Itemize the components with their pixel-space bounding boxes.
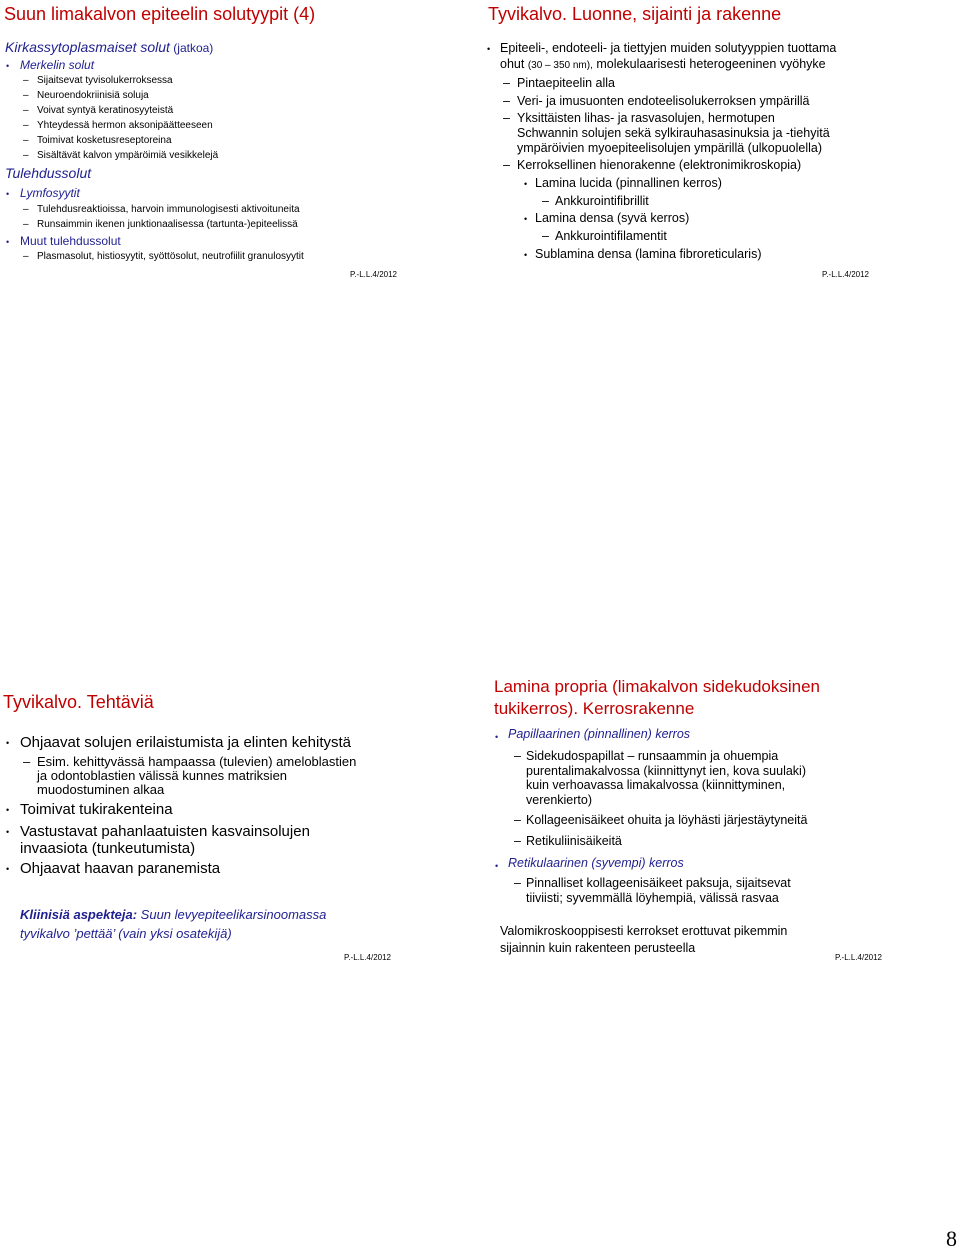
bullet-dot: • xyxy=(487,44,491,54)
slide-4 xyxy=(480,670,960,970)
bullet-dot: • xyxy=(495,732,499,742)
dash: – xyxy=(503,111,510,125)
papillary-item: Retikuliinisäikeitä xyxy=(526,834,622,848)
clinical-note xyxy=(20,907,326,922)
bullet-dot: • xyxy=(6,61,10,71)
slide-2-title: Tyvikalvo. Luonne, sijainti ja rakenne xyxy=(488,4,782,24)
bullet-dot: • xyxy=(524,250,528,260)
function-example: Esim. kehittyvässä hampaassa (tulevien) ameloblastien xyxy=(37,754,357,769)
clinical-text: Suun levyepiteelikarsinoomassa xyxy=(137,907,327,922)
bullet-dot: • xyxy=(6,189,10,199)
lymphocytes-item: Runsaimmin ikenen junktionaalisessa (tartunta-)epiteelissä xyxy=(37,219,298,230)
slide-3 xyxy=(0,680,470,980)
clinical-label: Kliinisiä aspekteja: xyxy=(20,907,138,922)
slide-4-footer: P.-L.L.4/2012 xyxy=(835,953,883,962)
merkel-item: Toimivat kosketusreseptoreina xyxy=(37,135,172,146)
bullet-dot: • xyxy=(524,214,528,224)
bullet-dot: • xyxy=(6,237,10,247)
function-item: Toimivat tukirakenteina xyxy=(20,801,173,818)
slide-1-heading xyxy=(5,39,213,55)
clinical-text: tyvikalvo ’pettää’ (vain yksi osatekijä) xyxy=(20,926,232,941)
location-item: Yksittäisten lihas- ja rasvasolujen, hermotupen xyxy=(517,111,775,125)
papillary-item: Sidekudospapillat – runsaammin ja ohuempia xyxy=(526,749,779,763)
function-item: Vastustavat pahanlaatuisten kasvainsolujen xyxy=(20,823,310,840)
papillary-layer-label: Papillaarinen (pinnallinen) kerros xyxy=(508,727,691,741)
merkel-item: Voivat syntyä keratinosyyteistä xyxy=(37,105,174,116)
bullet-dot: • xyxy=(6,805,10,815)
slide-1-footer: P.-L.L.4/2012 xyxy=(350,270,398,279)
dash: – xyxy=(514,813,521,827)
reticular-layer-label: Retikulaarinen (syvempi) kerros xyxy=(508,856,684,870)
function-item: invaasiota (tunkeutumista) xyxy=(20,840,196,857)
papillary-item: purentalimakalvossa (kiinnittynyt ien, kova suulaki) xyxy=(526,764,806,778)
dash: – xyxy=(23,150,29,161)
slide-1-heading-suffix: (jatkoa) xyxy=(169,41,214,55)
anchoring-filaments: Ankkurointifilamentit xyxy=(555,229,667,243)
function-item: Ohjaavat haavan paranemista xyxy=(20,860,221,877)
dash: – xyxy=(503,76,510,90)
other-inflammatory-item: Plasmasolut, histiosyytit, syöttösolut, neutrofiilit granulosyytit xyxy=(37,251,304,262)
structure-item: Kerroksellinen hienorakenne (elektronimikroskopia) xyxy=(517,158,802,172)
slide-2 xyxy=(480,0,960,290)
inflammatory-heading: Tulehdussolut xyxy=(5,165,92,181)
intro-thickness: (30 – 350 nm), xyxy=(527,60,593,71)
location-item: Pintaepiteelin alla xyxy=(517,76,615,90)
microscopy-note: sijainnin kuin rakenteen perusteella xyxy=(500,941,696,955)
lymphocytes-item: Tulehdusreaktioissa, harvoin immunologisesti aktivoituneita xyxy=(37,204,300,215)
sublamina-densa: Sublamina densa (lamina fibroreticularis) xyxy=(535,247,762,261)
merkel-label: Merkelin solut xyxy=(20,58,95,72)
bullet-dot: • xyxy=(6,827,10,837)
slide-3-title: Tyvikalvo. Tehtäviä xyxy=(3,692,154,712)
other-inflammatory-label: Muut tulehdussolut xyxy=(20,234,121,248)
merkel-item: Sisältävät kalvon ympäröimiä vesikkelejä xyxy=(37,150,219,161)
slide-4-title-line: tukikerros). Kerrosrakenne xyxy=(494,699,695,718)
slide-1 xyxy=(0,0,470,290)
reticular-item: Pinnalliset kollageenisäikeet paksuja, sijaitsevat xyxy=(526,876,791,890)
slide-3-footer: P.-L.L.4/2012 xyxy=(344,953,392,962)
dash: – xyxy=(23,75,29,86)
slide-2-footer: P.-L.L.4/2012 xyxy=(822,270,870,279)
dash: – xyxy=(542,194,549,208)
intro-line xyxy=(500,57,826,71)
dash: – xyxy=(514,876,521,890)
slide-4-title-line: Lamina propria (limakalvon sidekudoksinen xyxy=(494,677,821,696)
lymphocytes-label: Lymfosyytit xyxy=(20,186,80,200)
function-item: Ohjaavat solujen erilaistumista ja elinten kehitystä xyxy=(20,734,352,751)
page-number: 8 xyxy=(946,1226,957,1251)
dash: – xyxy=(23,219,29,230)
function-example: muodostuminen alkaa xyxy=(37,782,165,797)
dash: – xyxy=(23,105,29,116)
intro-text: ohut xyxy=(500,57,528,71)
dash: – xyxy=(23,204,29,215)
location-item: Schwannin solujen sekä sylkirauhasasinuksia ja -tiehyitä xyxy=(517,126,830,140)
dash: – xyxy=(23,251,29,262)
papillary-item: Kollageenisäikeet ohuita ja löyhästi järjestäytyneitä xyxy=(526,813,808,827)
anchoring-fibrils: Ankkurointifibrillit xyxy=(555,194,649,208)
merkel-item: Sijaitsevat tyvisolukerroksessa xyxy=(37,75,173,86)
dash: – xyxy=(23,90,29,101)
slide-1-title: Suun limakalvon epiteelin solutyypit (4) xyxy=(4,4,316,24)
lamina-densa: Lamina densa (syvä kerros) xyxy=(535,211,690,225)
dash: – xyxy=(503,94,510,108)
dash: – xyxy=(514,834,521,848)
dash: – xyxy=(542,229,549,243)
function-example: ja odontoblastien välissä kunnes matriksien xyxy=(37,768,288,783)
dash: – xyxy=(23,120,29,131)
merkel-item: Yhteydessä hermon aksonipäätteeseen xyxy=(37,120,213,131)
location-item: Veri- ja imusuonten endoteelisolukerroksen ympärillä xyxy=(517,94,810,108)
location-item: ympäröivien myoepiteelisolujen ympärillä (ulkopuolella) xyxy=(517,141,823,155)
papillary-item: kuin verhoavassa limakalvossa (kiinnittyminen, xyxy=(526,778,786,792)
reticular-item: tiiviisti; syvemmällä löyhempiä, välissä rasvaa xyxy=(526,891,779,905)
lamina-lucida: Lamina lucida (pinnallinen kerros) xyxy=(535,176,722,190)
dash: – xyxy=(514,749,521,763)
bullet-dot: • xyxy=(495,861,499,871)
merkel-item: Neuroendokriinisiä soluja xyxy=(37,90,149,101)
intro-text: molekulaarisesti heterogeeninen vyöhyke xyxy=(592,57,826,71)
bullet-dot: • xyxy=(524,179,528,189)
microscopy-note: Valomikroskooppisesti kerrokset erottuvat pikemmin xyxy=(500,924,788,938)
slide-1-heading-main: Kirkassytoplasmaiset solut xyxy=(5,39,170,55)
bullet-dot: • xyxy=(6,738,10,748)
bullet-dot: • xyxy=(6,864,10,874)
intro-line: Epiteeli-, endoteeli- ja tiettyjen muiden solutyyppien tuottama xyxy=(500,41,837,55)
dash: – xyxy=(23,754,31,769)
dash: – xyxy=(23,135,29,146)
dash: – xyxy=(503,158,510,172)
papillary-item: verenkierto) xyxy=(526,793,592,807)
